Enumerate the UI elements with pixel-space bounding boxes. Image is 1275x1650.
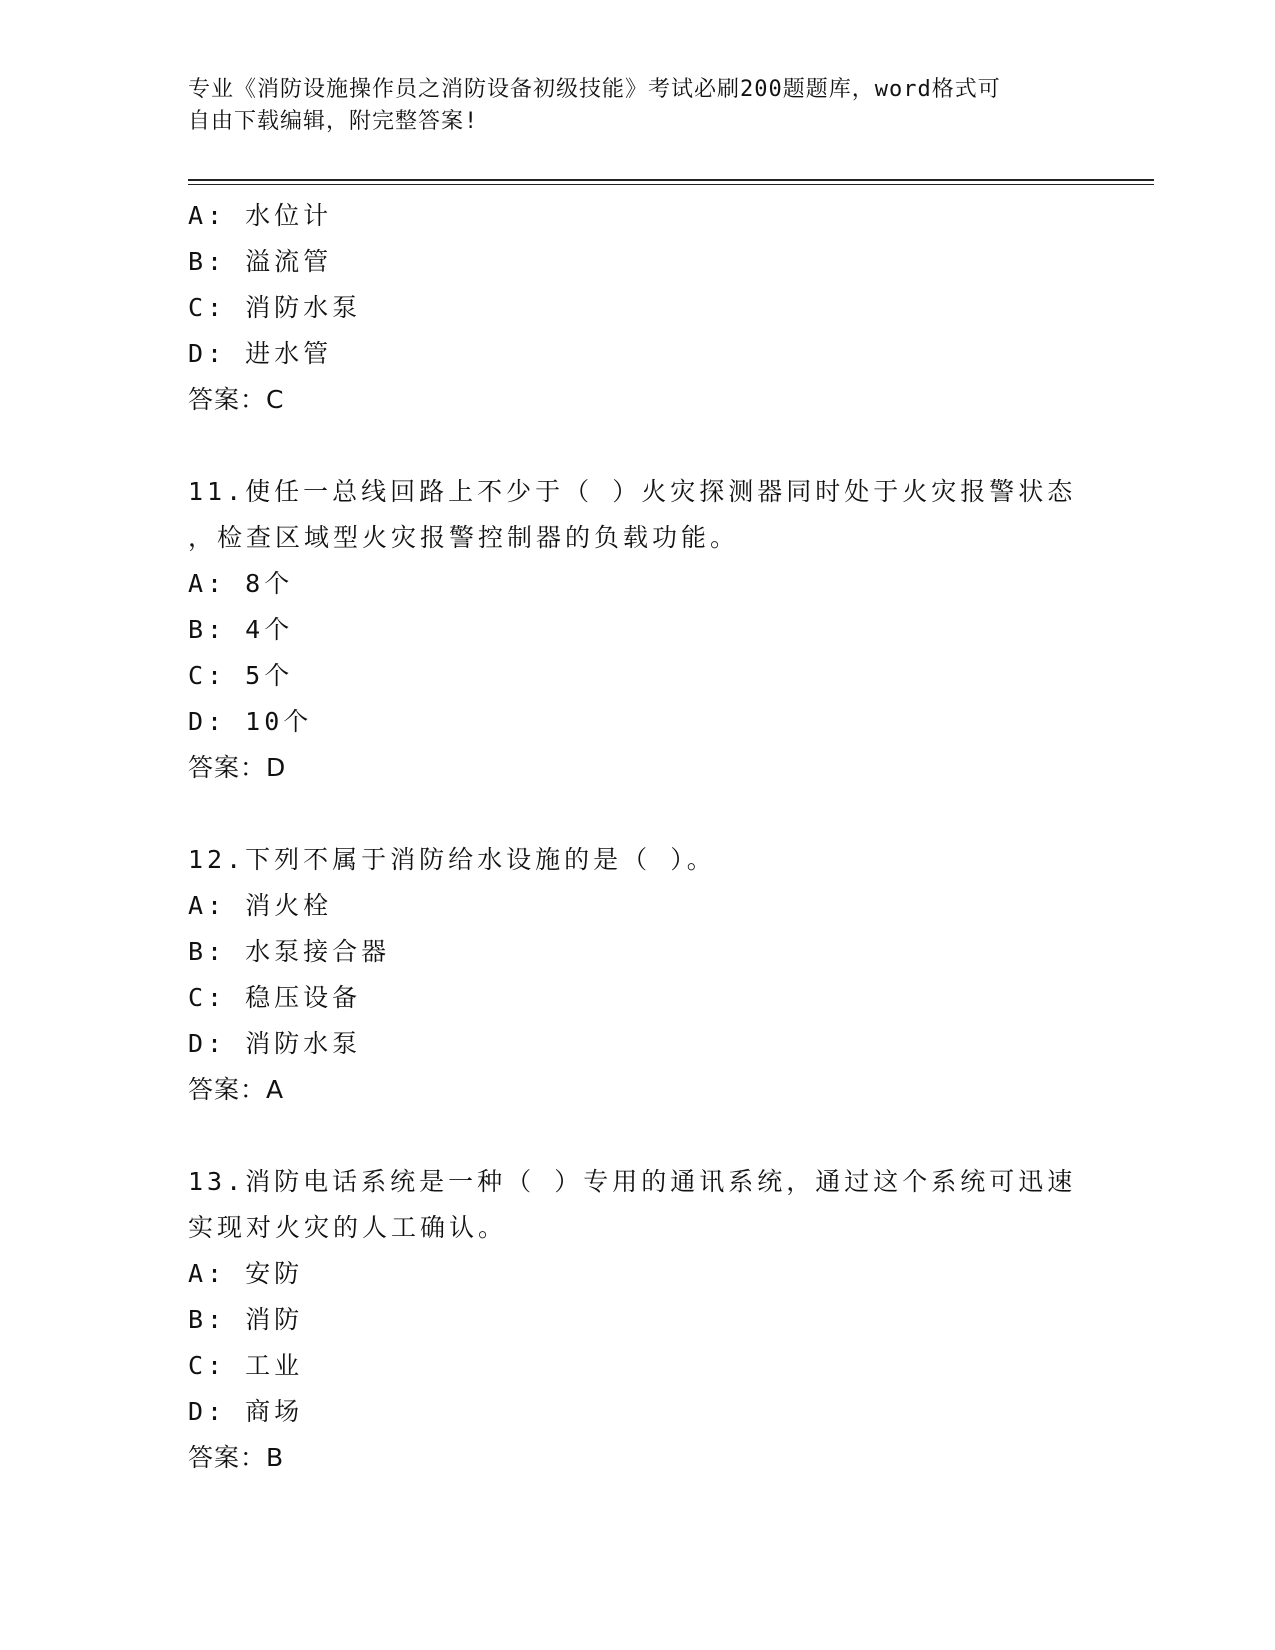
question-list bbox=[188, 193, 1088, 1481]
header-line-2: 自由下载编辑，附完整答案! bbox=[188, 109, 479, 134]
option-b: B: 溢流管 bbox=[188, 247, 333, 276]
question-title-line-1: 11.使任一总线回路上不少于（ ）火灾探测器同时处于火灾报警状态 bbox=[188, 477, 1077, 506]
document-header bbox=[188, 74, 1088, 138]
option-d: D: 商场 bbox=[188, 1397, 304, 1426]
answer: 答案：D bbox=[188, 753, 287, 782]
option-c: C: 消防水泵 bbox=[188, 293, 362, 322]
option-b: B: 4个 bbox=[188, 615, 294, 644]
question-10 bbox=[188, 193, 1088, 423]
option-d: D: 进水管 bbox=[188, 339, 333, 368]
header-line-1: 专业《消防设施操作员之消防设备初级技能》考试必刷200题题库，word格式可 bbox=[188, 77, 1001, 102]
option-a: A: 消火栓 bbox=[188, 891, 333, 920]
spacer bbox=[188, 1113, 1088, 1159]
spacer bbox=[188, 791, 1088, 837]
answer: 答案：C bbox=[188, 385, 285, 414]
option-c: C: 工业 bbox=[188, 1351, 304, 1380]
option-b: B: 水泵接合器 bbox=[188, 937, 391, 966]
header-divider bbox=[188, 179, 1154, 181]
option-c: C: 5个 bbox=[188, 661, 294, 690]
question-title-line-2: ，检查区域型火灾报警控制器的负载功能。 bbox=[188, 523, 740, 552]
header-divider-thin bbox=[188, 184, 1154, 185]
question-13 bbox=[188, 1159, 1088, 1481]
spacer bbox=[188, 423, 1088, 469]
question-title-line-1: 12.下列不属于消防给水设施的是（ ）。 bbox=[188, 845, 716, 874]
option-d: D: 10个 bbox=[188, 707, 313, 736]
option-c: C: 稳压设备 bbox=[188, 983, 362, 1012]
answer: 答案：B bbox=[188, 1443, 285, 1472]
question-12 bbox=[188, 837, 1088, 1113]
option-b: B: 消防 bbox=[188, 1305, 304, 1334]
question-title-line-1: 13.消防电话系统是一种（ ）专用的通讯系统，通过这个系统可迅速 bbox=[188, 1167, 1077, 1196]
option-a: A: 水位计 bbox=[188, 201, 333, 230]
option-a: A: 安防 bbox=[188, 1259, 304, 1288]
question-11 bbox=[188, 469, 1088, 791]
answer: 答案：A bbox=[188, 1075, 285, 1104]
option-d: D: 消防水泵 bbox=[188, 1029, 362, 1058]
question-title-line-2: 实现对火灾的人工确认。 bbox=[188, 1213, 508, 1242]
option-a: A: 8个 bbox=[188, 569, 294, 598]
